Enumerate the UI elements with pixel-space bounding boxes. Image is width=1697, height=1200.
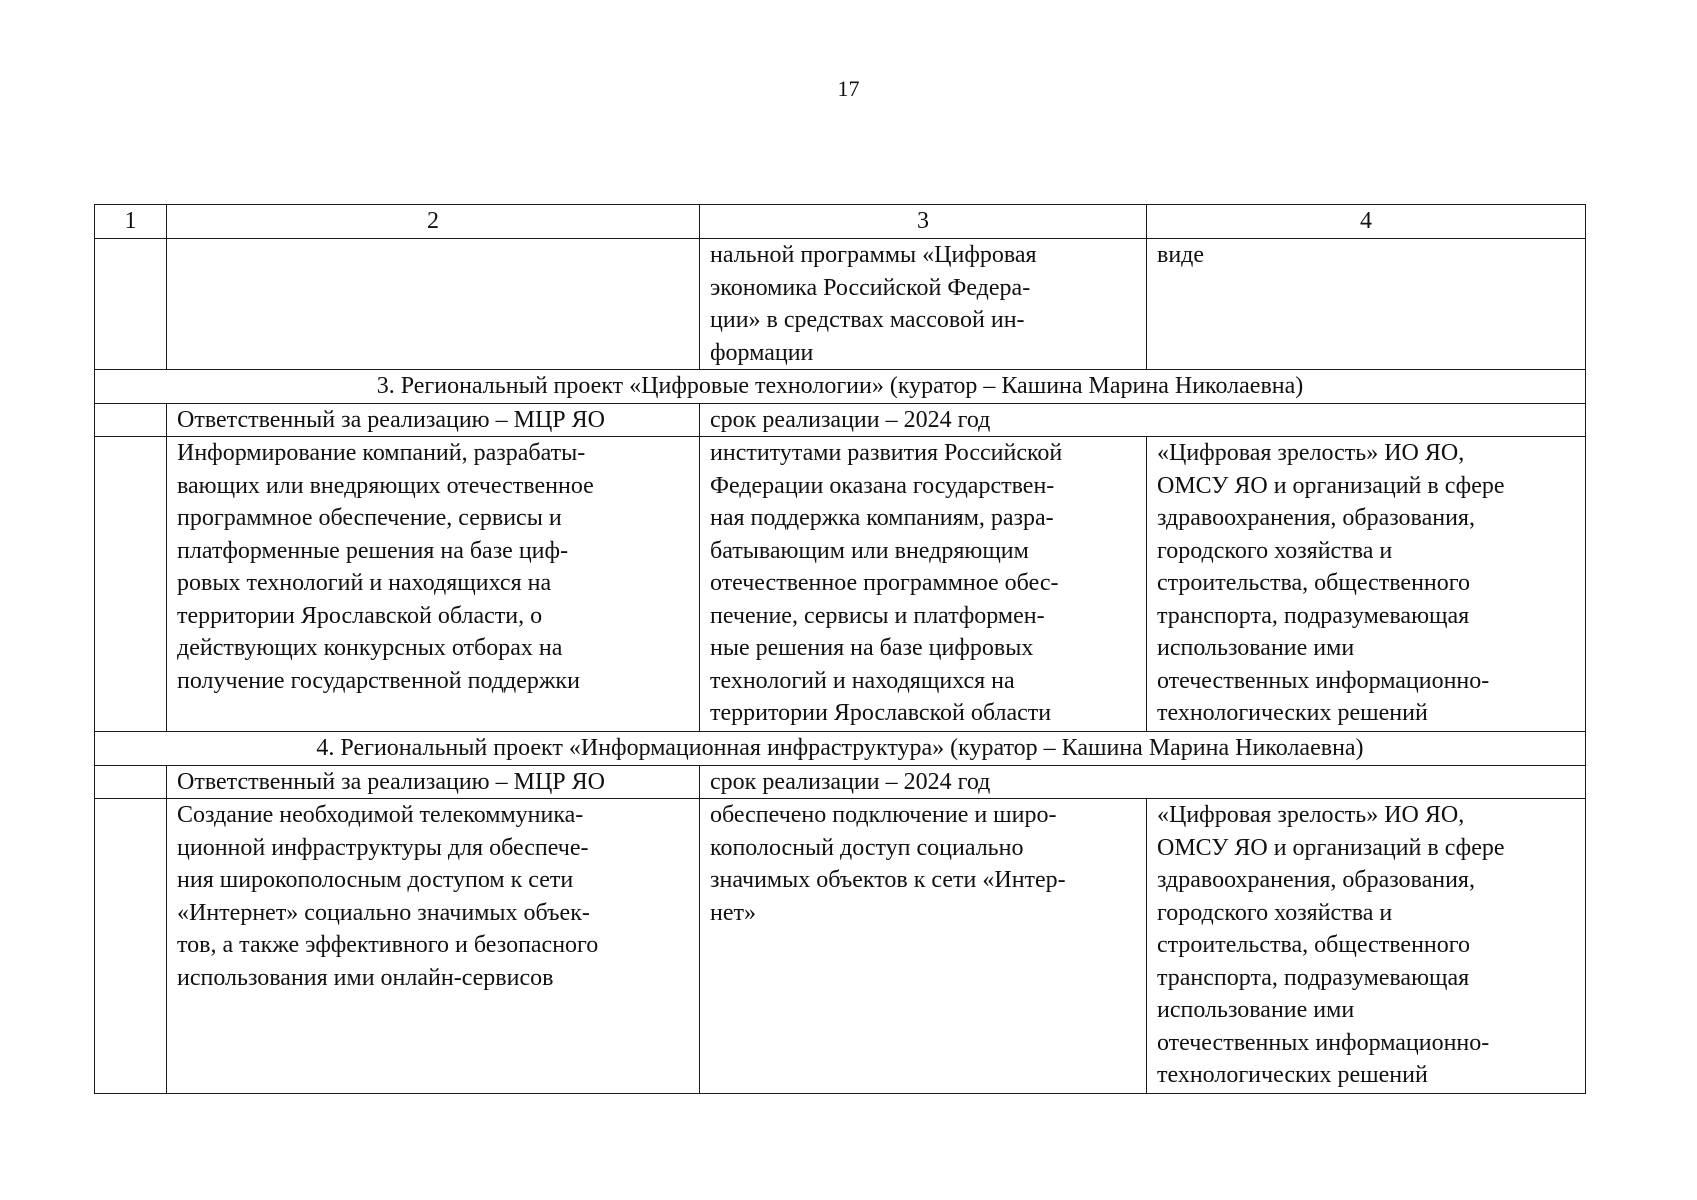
- cell-col1: [95, 239, 167, 370]
- cell-col3: институтами развития Российской Федерации оказана государствен- ная поддержка компаниям, разра- батывающим или внедряющим отечественное программное обес- печение, сервисы и платформен- ные решения на базе цифровых технологий и находящихся на территории Ярославской области: [700, 437, 1147, 732]
- cell-col2: Информирование компаний, разрабаты- вающих или внедряющих отечественное программное обеспечение, сервисы и платформенные решения на базе циф- ровых технологий и находящихся на территории Ярославской области, о действующих конкурсных отборах на получение государственной поддержки: [167, 437, 700, 732]
- section-4-title-row: [95, 732, 1586, 766]
- cell-col4: виде: [1147, 239, 1586, 370]
- section-3-title: 3. Региональный проект «Цифровые технологии» (куратор – Кашина Марина Николаевна): [95, 370, 1586, 404]
- page-number: 17: [837, 76, 860, 101]
- section-4-meta-row: [95, 766, 1586, 799]
- meta-empty-cell: [95, 404, 167, 437]
- cell-col3: обеспечено подключение и широ- кополосный доступ социально значимых объектов к сети «Интер- нет»: [700, 799, 1147, 1094]
- cell-col4: «Цифровая зрелость» ИО ЯО, ОМСУ ЯО и организаций в сфере здравоохранения, образования, городского хозяйства и строительства, общественного транспорта, подразумевающая использование ими отечественных информационно- технологических решений: [1147, 799, 1586, 1094]
- section-3-deadline: срок реализации – 2024 год: [700, 404, 1586, 437]
- column-number-3: 3: [700, 205, 1147, 239]
- section-3-row: [95, 437, 1586, 732]
- table-row-continuation: [95, 239, 1586, 370]
- cell-col4: «Цифровая зрелость» ИО ЯО, ОМСУ ЯО и организаций в сфере здравоохранения, образования, городского хозяйства и строительства, общественного транспорта, подразумевающая использование ими отечественных информационно- технологических решений: [1147, 437, 1586, 732]
- cell-col2: [167, 239, 700, 370]
- cell-col1: [95, 437, 167, 732]
- column-number-1: 1: [95, 205, 167, 239]
- column-number-2: 2: [167, 205, 700, 239]
- section-4-row: [95, 799, 1586, 1094]
- cell-col1: [95, 799, 167, 1094]
- section-3-responsible: Ответственный за реализацию – МЦР ЯО: [167, 404, 700, 437]
- column-number-4: 4: [1147, 205, 1586, 239]
- cell-col3: нальной программы «Цифровая экономика Российской Федера- ции» в средствах массовой ин- формации: [700, 239, 1147, 370]
- cell-col2: Создание необходимой телекоммуника- ционной инфраструктуры для обеспече- ния широкополосным доступом к сети «Интернет» социально значимых объек- тов, а также эффективного и безопасного использования ими онлайн-сервисов: [167, 799, 700, 1094]
- section-4-title: 4. Региональный проект «Информационная инфраструктура» (куратор – Кашина Марина Николаевна): [95, 732, 1586, 766]
- plan-table: [94, 204, 1586, 1094]
- table-header-row: [95, 205, 1586, 239]
- section-3-title-row: [95, 370, 1586, 404]
- meta-empty-cell: [95, 766, 167, 799]
- section-4-deadline: срок реализации – 2024 год: [700, 766, 1586, 799]
- section-3-meta-row: [95, 404, 1586, 437]
- section-4-responsible: Ответственный за реализацию – МЦР ЯО: [167, 766, 700, 799]
